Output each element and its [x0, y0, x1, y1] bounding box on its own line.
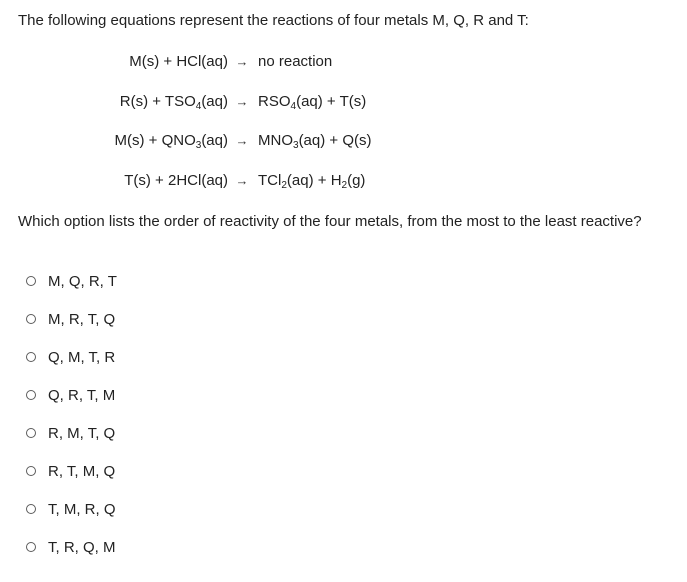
reaction-arrow-icon: → [235, 94, 249, 109]
radio-button[interactable] [26, 352, 36, 362]
equation-lhs: $R(s) + TSO_4(aq)$ [119, 93, 228, 112]
answer-option[interactable] [26, 308, 115, 330]
answer-option-label: T, R, Q, M [48, 538, 116, 556]
equation-lhs: T(s) + 2HCl(aq) [124, 172, 228, 189]
radio-button[interactable] [26, 428, 36, 438]
radio-button[interactable] [26, 390, 36, 400]
equation-rhs: $TCl_2(aq) + H_2(g)$ [258, 172, 366, 191]
answer-option[interactable] [26, 384, 115, 406]
answer-option-label: R, M, T, Q [48, 424, 116, 442]
equation-rhs: no reaction [258, 53, 333, 70]
radio-button[interactable] [26, 276, 36, 286]
equation-rhs: $MNO_3(aq) + Q(s)$ [258, 132, 372, 151]
answer-option-label: M, Q, R, T [48, 272, 117, 290]
reaction-arrow-icon: → [235, 54, 249, 69]
answer-option[interactable] [26, 346, 115, 368]
answer-option[interactable] [26, 536, 116, 558]
answer-option[interactable] [26, 498, 116, 520]
radio-button[interactable] [26, 314, 36, 324]
reaction-arrow-icon: → [235, 133, 249, 148]
equation-rhs: $RSO_4(aq) + T(s)$ [258, 93, 367, 112]
answer-option-label: M, R, T, Q [48, 310, 116, 328]
question-intro: The following equations represent the reactions of four metals M, Q, R and T: [18, 12, 529, 29]
radio-button[interactable] [26, 504, 36, 514]
answer-option-label: Q, M, T, R [48, 348, 116, 366]
answer-option[interactable] [26, 270, 117, 292]
question-text: Which option lists the order of reactivity of the four metals, from the most to the least reactive? [18, 213, 642, 230]
equation-lhs: M(s) + HCl(aq) [129, 53, 228, 70]
answer-option[interactable] [26, 460, 115, 482]
answer-option-label: Q, R, T, M [48, 386, 116, 404]
equation-lhs: $M(s) + QNO_3(aq)$ [114, 132, 228, 151]
answer-option-label: R, T, M, Q [48, 462, 116, 480]
answer-option-label: T, M, R, Q [48, 500, 116, 518]
reaction-arrow-icon: → [235, 173, 249, 188]
radio-button[interactable] [26, 542, 36, 552]
radio-button[interactable] [26, 466, 36, 476]
answer-option[interactable] [26, 422, 115, 444]
